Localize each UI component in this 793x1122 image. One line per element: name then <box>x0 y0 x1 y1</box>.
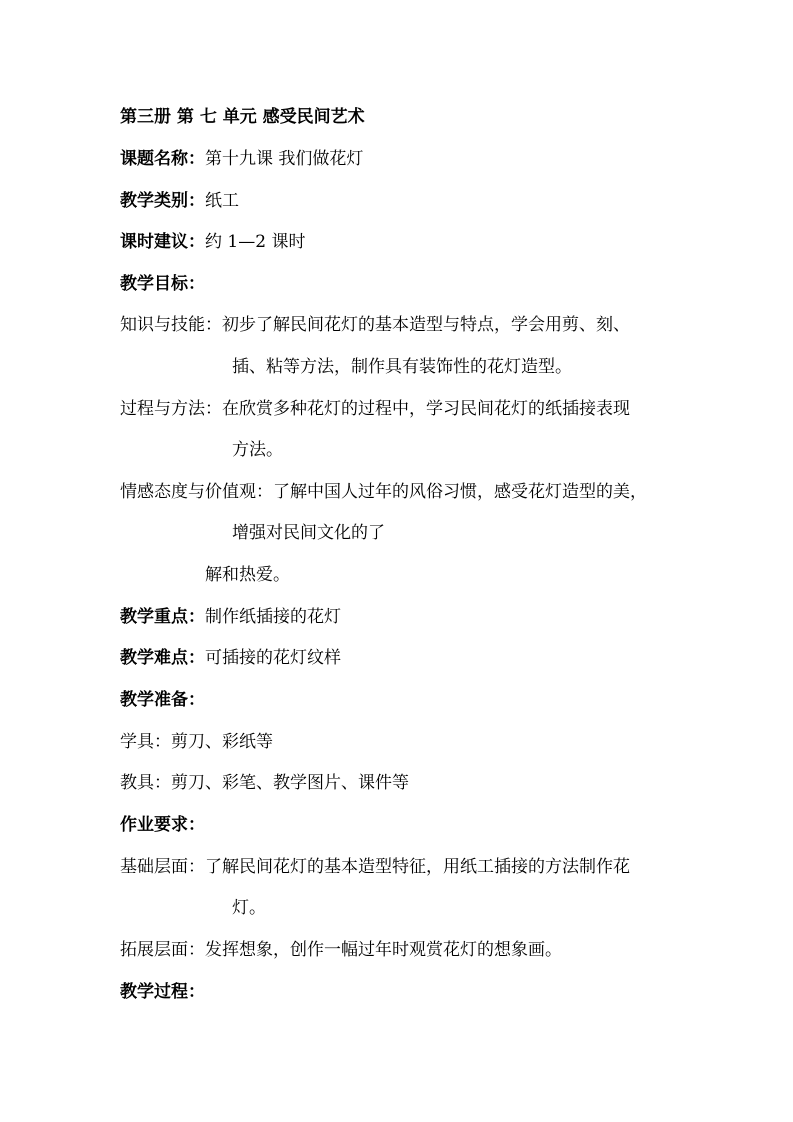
difficulty-value: 可插接的花灯纹样 <box>205 648 341 668</box>
category-value: 纸工 <box>205 191 239 211</box>
key-point-value: 制作纸插接的花灯 <box>205 607 341 627</box>
emotion-label: 情感态度与价值观： <box>120 482 273 502</box>
emotion-text: 了解中国人过年的风俗习惯，感受花灯造型的美， <box>273 482 647 502</box>
hours-value: 约 1—2 课时 <box>205 232 306 252</box>
process-line <box>120 398 630 420</box>
process-label: 过程与方法： <box>120 399 222 419</box>
difficulty-line <box>120 647 341 669</box>
objectives-heading: 教学目标： <box>120 274 205 294</box>
key-point-label: 教学重点： <box>120 607 205 627</box>
extended-homework-line <box>120 939 562 961</box>
basic-homework-text: 了解民间花灯的基本造型特征，用纸工插接的方法制作花 <box>205 857 630 877</box>
topic-label: 课题名称： <box>120 149 205 169</box>
extended-homework-label: 拓展层面： <box>120 940 205 960</box>
category-line <box>120 190 239 212</box>
hours-label: 课时建议： <box>120 232 205 252</box>
topic-line <box>120 148 363 170</box>
homework-heading: 作业要求： <box>120 815 205 835</box>
basic-homework-label: 基础层面： <box>120 857 205 877</box>
key-point-line <box>120 606 341 628</box>
basic-homework-continuation: 灯。 <box>232 898 266 918</box>
basic-homework-line <box>120 856 630 878</box>
emotion-line <box>120 481 647 503</box>
preparation-heading: 教学准备： <box>120 690 205 710</box>
knowledge-label: 知识与技能： <box>120 315 222 335</box>
knowledge-text: 初步了解民间花灯的基本造型与特点，学会用剪、刻、 <box>222 315 630 335</box>
difficulty-label: 教学难点： <box>120 648 205 668</box>
emotion-continuation-2: 解和热爱。 <box>205 565 290 585</box>
student-tools: 学具：剪刀、彩纸等 <box>120 732 273 752</box>
category-label: 教学类别： <box>120 191 205 211</box>
knowledge-continuation: 插、粘等方法，制作具有装饰性的花灯造型。 <box>232 357 572 377</box>
process-text: 在欣赏多种花灯的过程中，学习民间花灯的纸插接表现 <box>222 399 630 419</box>
process-continuation: 方法。 <box>232 440 283 460</box>
unit-title: 第三册 第 七 单元 感受民间艺术 <box>120 107 365 127</box>
emotion-continuation: 增强对民间文化的了 <box>232 523 385 543</box>
extended-homework-text: 发挥想象，创作一幅过年时观赏花灯的想象画。 <box>205 940 562 960</box>
hours-line <box>120 231 305 253</box>
process-heading: 教学过程： <box>120 982 205 1002</box>
knowledge-line <box>120 314 630 336</box>
teacher-tools: 教具：剪刀、彩笔、教学图片、课件等 <box>120 773 409 793</box>
topic-value: 第十九课 我们做花灯 <box>205 149 364 169</box>
